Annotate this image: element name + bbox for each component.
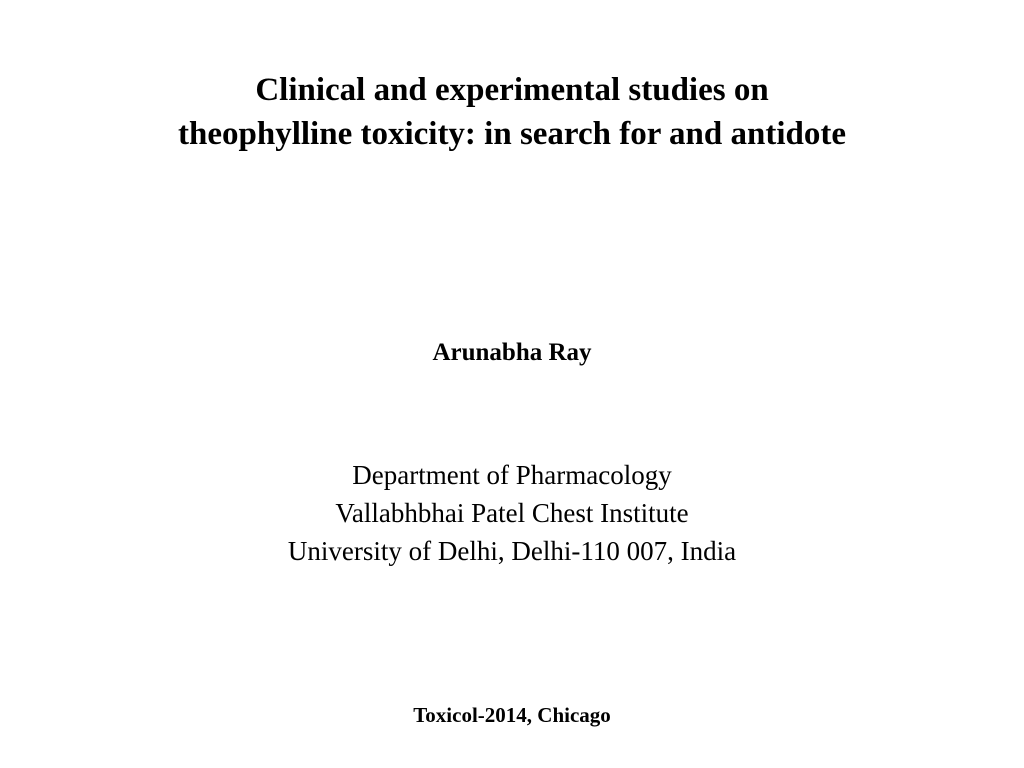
author-name: Arunabha Ray: [432, 339, 592, 366]
affiliation-department: Department of Pharmacology: [352, 460, 672, 490]
title-line-1: Clinical and experimental studies on: [255, 72, 769, 108]
affiliation-institute: Vallabhbhai Patel Chest Institute: [335, 498, 689, 528]
affiliation-university: University of Delhi, Delhi-110 007, India: [287, 536, 737, 566]
conference-name: Toxicol-2014, Chicago: [413, 703, 611, 727]
author-affiliation: [0, 456, 1024, 570]
title-line-2: theophylline toxicity: in search for and antidote: [178, 116, 846, 152]
slide-title: [0, 68, 1024, 156]
